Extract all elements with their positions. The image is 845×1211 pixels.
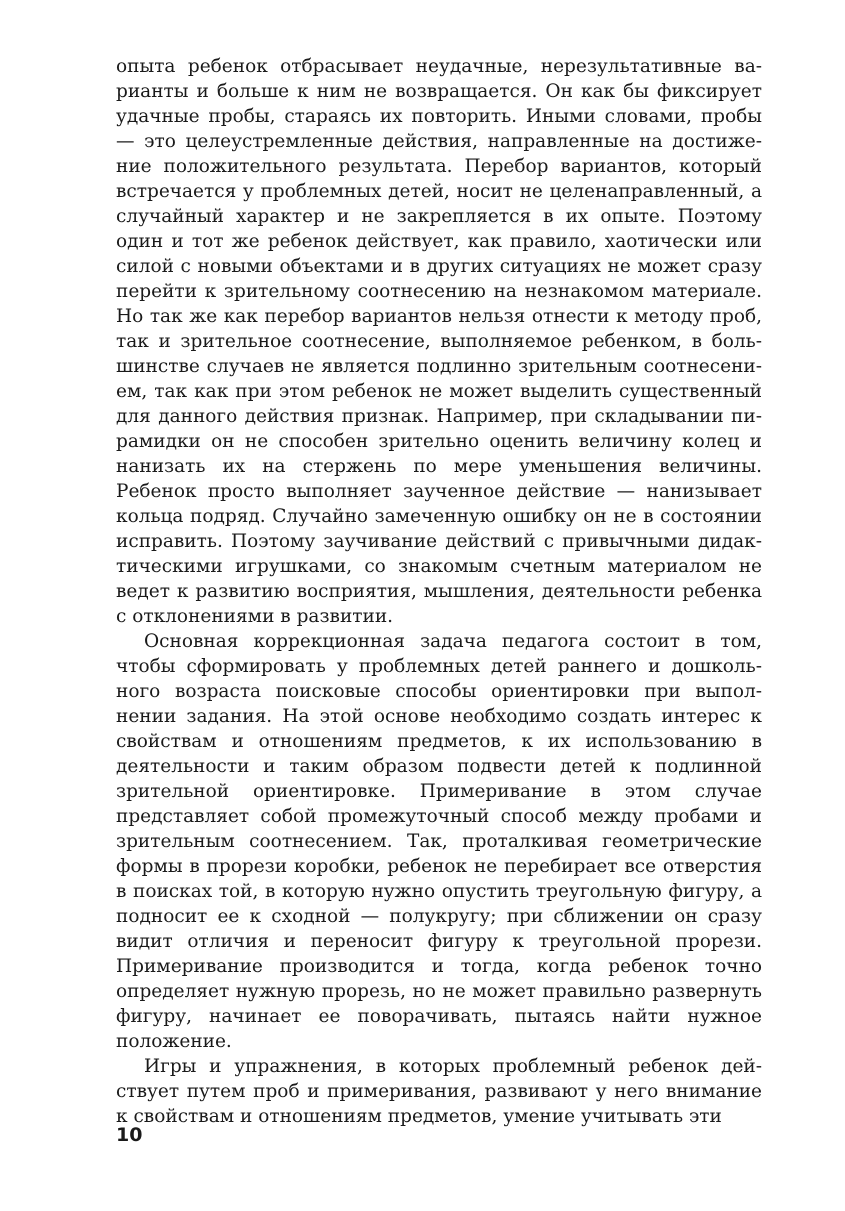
paragraph-3: Игры и упражнения, в которых проблемный ребенок действует путем проб и примеривания, развивают у него внимание к свойствам и отношениям предметов, умение учитывать эти: [116, 1056, 762, 1127]
paragraph-2: Основная коррекционная задача педагога состоит в том, чтобы сформировать у проблемных детей раннего и дошкольного возраста поисковые способы ориентировки при выполнении задания. На этой основе необходимо создать интерес к свойствам и отношениям предметов, к их использованию в деятельности и таким образом подвести детей к подлинной зрительной ориентировке. Примеривание в этом случае представляет собой промежуточный способ между пробами и зрительным соотнесением. Так, проталкивая геометрические формы в прорези коробки, ребенок не перебирает все отверстия в поисках той, в которую нужно опустить треугольную фигуру, а подносит ее к сходной — полукругу; при сближении он сразу видит отличия и переносит фигуру к треугольной прорези. Примеривание производится и тогда, когда ребенок точно определяет нужную прорезь, но не может правильно развернуть фигуру, начинает ее поворачивать, пытаясь найти нужное положение.: [116, 631, 762, 1052]
paragraph-1: опыта ребенок отбрасывает неудачные, нерезультативные варианты и больше к ним не возвращается. Он как бы фиксирует удачные пробы, стараясь их повторить. Иными словами, пробы — это целеустремленные действия, направленные на достижение положительного результата. Перебор вариантов, который встречается у проблемных детей, носит не целенаправленный, а случайный характер и не закрепляется в их опыте. Поэтому один и тот же ребенок действует, как правило, хаотически или силой с новыми объектами и в других ситуациях не может сразу перейти к зрительному соотнесению на незнакомом материале. Но так же как перебор вариантов нельзя отнести к методу проб, так и зрительное соотнесение, выполняемое ребенком, в большинстве случаев не является подлинно зрительным соотнесением, так как при этом ребенок не может выделить существенный для данного действия признак. Например, при складывании пирамидки он не способен зрительно оценить величину колец и нанизать их на стержень по мере уменьшения величины. Ребенок просто выполняет заученное действие — нанизывает кольца подряд. Случайно замеченную ошибку он не в состоянии исправить. Поэтому заучивание действий с привычными дидактическими игрушками, со знакомым счетным материалом не ведет к развитию восприятия, мышления, деятельности ребенка с отклонениями в развитии.: [116, 56, 762, 627]
page-number: 10: [116, 1124, 143, 1146]
page-body: [116, 54, 762, 1129]
